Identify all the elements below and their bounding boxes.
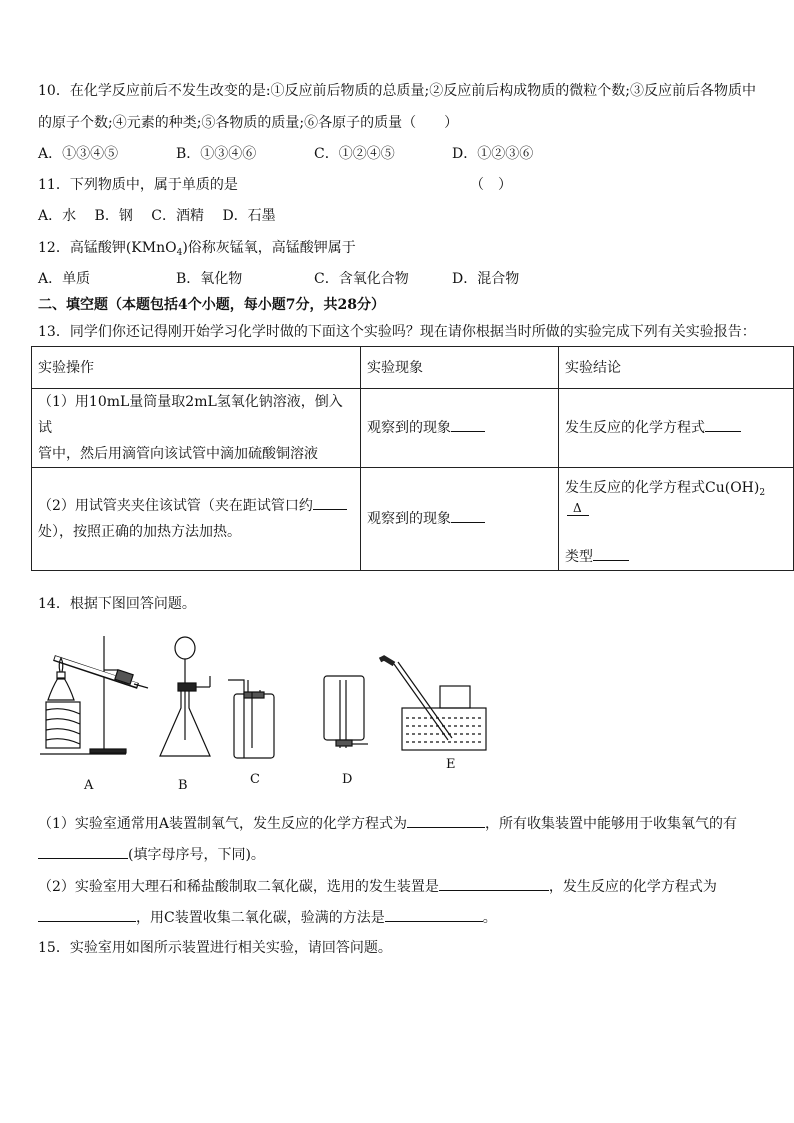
row1-conclusion: 发生反应的化学方程式 — [559, 389, 794, 468]
apparatus-a-icon — [40, 636, 148, 754]
q14-part1-line1: （1）实验室通常用A装置制氧气，发生反应的化学方程式为 ，所有收集装置中能够用于收集氧气的有 — [38, 813, 737, 834]
label-b: B — [178, 778, 188, 793]
row1-phenomenon: 观察到的现象 — [361, 389, 559, 468]
heating-arrow: Δ — [567, 509, 589, 523]
q13-stem: 13．同学们你还记得刚开始学习化学时做的下面这个实验吗？现在请你根据当时所做的实验完成下列有关实验报告： — [38, 324, 756, 340]
answer-blank[interactable] — [593, 546, 629, 561]
label-e: E — [446, 757, 456, 772]
q11-stem: 11．下列物质中，属于单质的是 — [38, 177, 238, 193]
q11-options: A．水 B．钢 C．酒精 D．石墨 — [38, 208, 276, 224]
header-operation: 实验操作 — [32, 347, 361, 389]
q14-part1-line2: (填字母序号，下同)。 — [38, 844, 265, 865]
header-phenomenon: 实验现象 — [361, 347, 559, 389]
q12-option-a: A．单质 — [38, 271, 91, 287]
table-row — [32, 468, 794, 571]
row1-operation: （1）用10mL量筒量取2mL氢氧化钠溶液，倒入试 管中，然后用滴管向该试管中滴加硫酸铜溶液 — [32, 389, 361, 468]
answer-blank[interactable] — [439, 876, 549, 891]
answer-blank[interactable] — [451, 508, 485, 523]
table-row — [32, 389, 794, 468]
q14-part2-line2: ，用C装置收集二氧化碳，验满的方法是 。 — [38, 907, 497, 928]
q10-line1: 10．在化学反应前后不发生改变的是:①反应前后物质的总质量;②反应前后构成物质的微粒个数;③反应前后各物质中 — [38, 83, 756, 99]
apparatus-b-icon — [160, 637, 210, 756]
row2-phenomenon: 观察到的现象 — [361, 468, 559, 571]
q12-option-c: C．含氧化合物 — [314, 271, 409, 287]
row2-conclusion: 发生反应的化学方程式$Cu(OH)_2$ Δ 类型 — [559, 468, 794, 571]
q12-stem: 12．高锰酸钾(KMnO$_4$)俗称灰锰氧，高锰酸钾属于 — [38, 240, 356, 258]
experiment-table — [31, 346, 794, 571]
q10-option-c: C．①②④⑤ — [314, 146, 395, 162]
q10-option-a: A．①③④⑤ — [38, 146, 119, 162]
label-c: C — [250, 772, 260, 787]
answer-blank[interactable] — [451, 417, 485, 432]
apparatus-figure — [38, 628, 508, 778]
answer-blank[interactable] — [407, 813, 485, 828]
label-a: A — [84, 778, 94, 793]
chem-formula: $Cu(OH)_2$ — [705, 479, 766, 498]
q14-stem: 14．根据下图回答问题。 — [38, 596, 196, 612]
header-conclusion: 实验结论 — [559, 347, 794, 389]
q14-part2-line1: （2）实验室用大理石和稀盐酸制取二氧化碳，选用的发生装置是 ，发生反应的化学方程式为 — [38, 876, 717, 897]
apparatus-d-icon — [324, 676, 368, 748]
apparatus-c-icon — [228, 680, 274, 758]
q15-stem: 15．实验室用如图所示装置进行相关实验，请回答问题。 — [38, 940, 392, 956]
q12-option-b: B．氧化物 — [176, 271, 243, 287]
q10-option-d: D．①②③⑥ — [452, 146, 534, 162]
section-heading: 二、填空题（本题包括4个小题，每小题7分，共28分） — [38, 297, 385, 313]
q11-paren: （ ） — [470, 177, 512, 193]
answer-blank[interactable] — [313, 495, 347, 510]
answer-blank[interactable] — [38, 844, 128, 859]
answer-blank[interactable] — [705, 417, 741, 432]
apparatus-e-icon — [380, 658, 486, 750]
answer-blank[interactable] — [38, 907, 136, 922]
answer-blank[interactable] — [385, 907, 483, 922]
table-header-row — [32, 347, 794, 389]
label-d: D — [342, 772, 353, 787]
q12-option-d: D．混合物 — [452, 271, 520, 287]
row2-operation: （2）用试管夹夹住该试管（夹在距试管口约 处），按照正确的加热方法加热。 — [32, 468, 361, 571]
q10-line2: 的原子个数;④元素的种类;⑤各物质的质量;⑥各原子的质量（ ） — [38, 115, 459, 131]
q10-option-b: B．①③④⑥ — [176, 146, 257, 162]
